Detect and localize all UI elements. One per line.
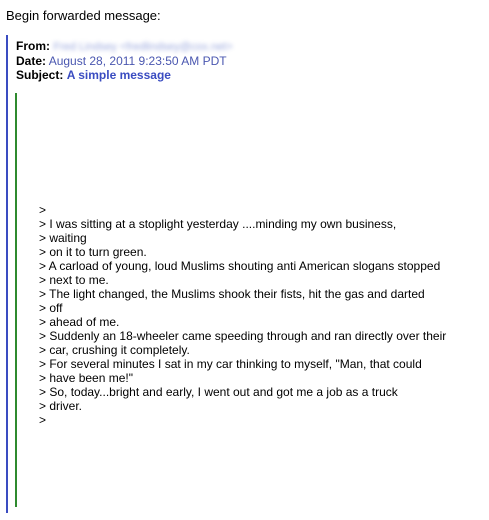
body-line: > ahead of me. xyxy=(39,315,120,329)
header-date xyxy=(16,54,233,68)
forward-intro: Begin forwarded message: xyxy=(6,8,161,23)
nested-quote xyxy=(15,93,475,507)
body-line: > car, crushing it completely. xyxy=(39,343,190,357)
body-line: > have been me!" xyxy=(39,371,133,385)
subject-label: Subject: xyxy=(16,67,64,82)
body-line: > I was sitting at a stoplight yesterday ....minding my own business, xyxy=(39,217,397,231)
from-value[interactable]: Fred Lindsey <fredlindsey@cox.net> xyxy=(53,40,233,53)
body-line: > xyxy=(39,203,47,217)
forwarded-message-quote xyxy=(6,35,484,513)
body-line: > So, today...bright and early, I went out and got me a job as a truck xyxy=(39,385,398,399)
body-line: > For several minutes I sat in my car thinking to myself, "Man, that could xyxy=(39,357,422,371)
date-label: Date: xyxy=(16,53,47,68)
body-line: > Suddenly an 18-wheeler came speeding through and ran directly over their xyxy=(39,329,447,343)
body-line: > xyxy=(39,413,47,427)
body-line: > off xyxy=(39,301,63,315)
body-line: > A carload of young, loud Muslims shouting anti American slogans stopped xyxy=(39,259,441,273)
header-from xyxy=(16,39,233,54)
header-subject xyxy=(16,68,233,82)
message-headers xyxy=(16,39,233,82)
message-body xyxy=(39,203,446,427)
body-line: > The light changed, the Muslims shook their fists, hit the gas and darted xyxy=(39,287,425,301)
body-line: > on it to turn green. xyxy=(39,245,147,259)
subject-value: A simple message xyxy=(66,67,171,82)
date-value: August 28, 2011 9:23:50 AM PDT xyxy=(48,53,227,68)
body-line: > driver. xyxy=(39,399,83,413)
body-line: > waiting xyxy=(39,231,87,245)
body-line: > next to me. xyxy=(39,273,109,287)
from-label: From: xyxy=(16,39,50,53)
